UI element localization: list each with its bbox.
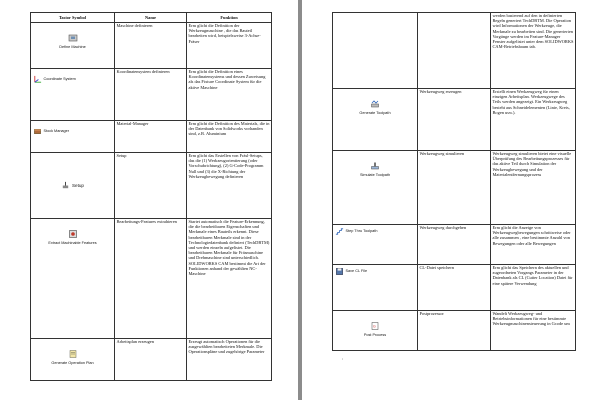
post-process-icon	[370, 321, 380, 331]
symbol-label: Simulate Toolpath	[359, 173, 391, 177]
symbol-cell	[31, 121, 115, 153]
table-row	[31, 69, 272, 121]
function-table-right	[332, 12, 576, 351]
function-cell: Erm glicht die Definition der Werkzeugmaschine , die das Bauteil bearbeiten wird, beispielsweise 3-Achse-Fräser	[187, 23, 272, 69]
table-row	[31, 153, 272, 219]
generate-toolpath-icon	[370, 99, 380, 109]
function-cell: Erzeugt automatisch Operationen für die ausgewählten bearbeiteten Merkmale. Die Operationspläne und zugehörige Parameter	[187, 339, 272, 381]
simulate-toolpath-icon	[370, 161, 380, 171]
symbol-cell	[333, 265, 418, 311]
name-cell: Bearbeitungs-Features extrahieren	[115, 219, 187, 339]
symbol-cell	[31, 69, 115, 121]
function-cell: Erm glicht das Erstellen von Fräsl-Setups, das die (1) Werkzeugorientierung (oder Vorschubrichtung), (2) G-Code-Programm Null und (3) die X-Richtung der Werkzeugbewegung definieren	[187, 153, 272, 219]
name-cell: Maschine definieren	[115, 23, 187, 69]
name-cell: Arbeitsplan erzeugen	[115, 339, 187, 381]
symbol-label: Setup	[71, 182, 84, 188]
table-row	[333, 225, 576, 265]
name-cell	[418, 13, 491, 89]
generate-operation-plan-icon	[68, 349, 78, 359]
function-cell: Erm glicht die Definition des Materials, die in der Datenbank von Solidworks vorhanden sind, z.B. Aluminium	[187, 121, 272, 153]
name-cell: Werkzeugweg durchgehen	[418, 225, 491, 265]
name-cell: Material-Manager	[115, 121, 187, 153]
symbol-cell	[31, 153, 115, 219]
function-cell: werden basierend auf den in definierten Regeln generiert TechDBTM. Die Operation wird Informationen der Werkzeuge, die Merkmale zu bearbeiten sind. Die generierten Vorgänge werden im Feature-Manager Fenster aufgelistet unter dem SOLIDWORKS CAM-Betriebsbaum tab.	[491, 13, 576, 89]
symbol-label: Step Thru Toolpath	[345, 228, 378, 233]
symbol-cell	[333, 13, 418, 89]
symbol-label: Save CL File	[345, 268, 368, 273]
header-name: Name	[115, 13, 187, 23]
symbol-cell	[333, 89, 418, 151]
table-row	[333, 89, 576, 151]
symbol-label: Post Process	[363, 333, 387, 337]
table-row	[333, 265, 576, 311]
symbol-cell	[333, 151, 418, 225]
function-cell: Wandelt Werkzeugweg- und Betriebsinformationen für eine bestimmte Werkzeugmaschinensteuerung in Gcode um	[491, 311, 576, 351]
symbol-cell	[31, 23, 115, 69]
function-cell: Erm glicht das Speichern des aktuellen und zugeordneten Vorgangs Parameter in der Datenbank als CL (Cutter Location) Datei für eine spätere Verwendung	[491, 265, 576, 311]
symbol-cell	[333, 311, 418, 351]
coordinate-system-icon	[33, 75, 42, 84]
symbol-label: Coordinate System	[43, 76, 76, 81]
table-row	[31, 121, 272, 153]
name-cell: Werkzeugweg erzeugen	[418, 89, 491, 151]
symbol-label: Generate Operation Plan	[51, 361, 94, 365]
table-row	[31, 219, 272, 339]
stock-manager-icon	[33, 127, 42, 136]
name-cell: Setup	[115, 153, 187, 219]
define-machine-icon	[68, 33, 78, 43]
header-function: Funktion	[187, 13, 272, 23]
name-cell: Koordinatensystem definieren	[115, 69, 187, 121]
page-footer-mark: ,	[342, 356, 344, 361]
symbol-label: Stock Manager	[43, 128, 70, 133]
setup-icon	[61, 181, 70, 190]
function-table-left	[30, 12, 272, 381]
name-cell: CL-Datei speichern	[418, 265, 491, 311]
symbol-label: Define Machine	[59, 45, 86, 49]
function-cell: Startet automatisch die Feature-Erkennung, die die bearbeitbaren Eigenschaften und Merkmale eines Bauteils erkennt. Diese bearbeitbaren Merkmale sind in der Technologiedatenbank definiert (TechDBTM) und werden einzeln aufgelistet. Die bearbeitbaren Merkmale für Fräsmaschine und Drehmaschine sind unterschiedlich. SOLIDWORKS CAM bestimmt die Art der Funktionen anhand der gewählten NC-Maschine	[187, 219, 272, 339]
function-cell: Erstellt einen Werkzeugweg für einen einzigen Arbeitsplan. Werkzeugwege des Teils werden angezeigt. Ein Werkzeugweg besteht aus Schneidelementen (Linie, Kreis, Bogen usw.).	[491, 89, 576, 151]
function-cell: Erm glicht die Anzeige von Werkzeugwegbewegungen schrittweise oder alle zusammen , eine bestimmte Anzahl von Bewegungen oder alle Bewegungen	[491, 225, 576, 265]
name-cell: Postprozessor	[418, 311, 491, 351]
function-cell: Werkzeugweg simulieren bietet eine visuelle Überprüfung des Bearbeitungsprozesses für das aktive Teil durch Simulation der Werkzeugbewegung und der Materialentfernungsprozess	[491, 151, 576, 225]
symbol-cell	[31, 339, 115, 381]
step-thru-toolpath-icon	[335, 227, 344, 236]
extract-features-icon	[68, 229, 78, 239]
symbol-cell	[31, 219, 115, 339]
table-row	[31, 23, 272, 69]
function-cell: Erm glicht die Definition eines Koordinatensystems und dessen Zuweisung als das Fixture Coordinate System für die aktive Maschine	[187, 69, 272, 121]
header-symbol: Tastor Symbol	[31, 13, 115, 23]
table-row	[333, 13, 576, 89]
symbol-label: Generate Toolpath	[359, 111, 391, 115]
name-cell: Werkzeugweg simulieren	[418, 151, 491, 225]
page-left	[0, 0, 298, 400]
table-row	[31, 339, 272, 381]
symbol-label: Extract Machinable Features	[48, 241, 97, 245]
svg-text:G: G	[373, 324, 376, 329]
symbol-cell	[333, 225, 418, 265]
save-cl-file-icon	[335, 267, 344, 276]
page-right	[302, 0, 599, 400]
table-header-row	[31, 13, 272, 23]
table-row	[333, 151, 576, 225]
table-row	[333, 311, 576, 351]
